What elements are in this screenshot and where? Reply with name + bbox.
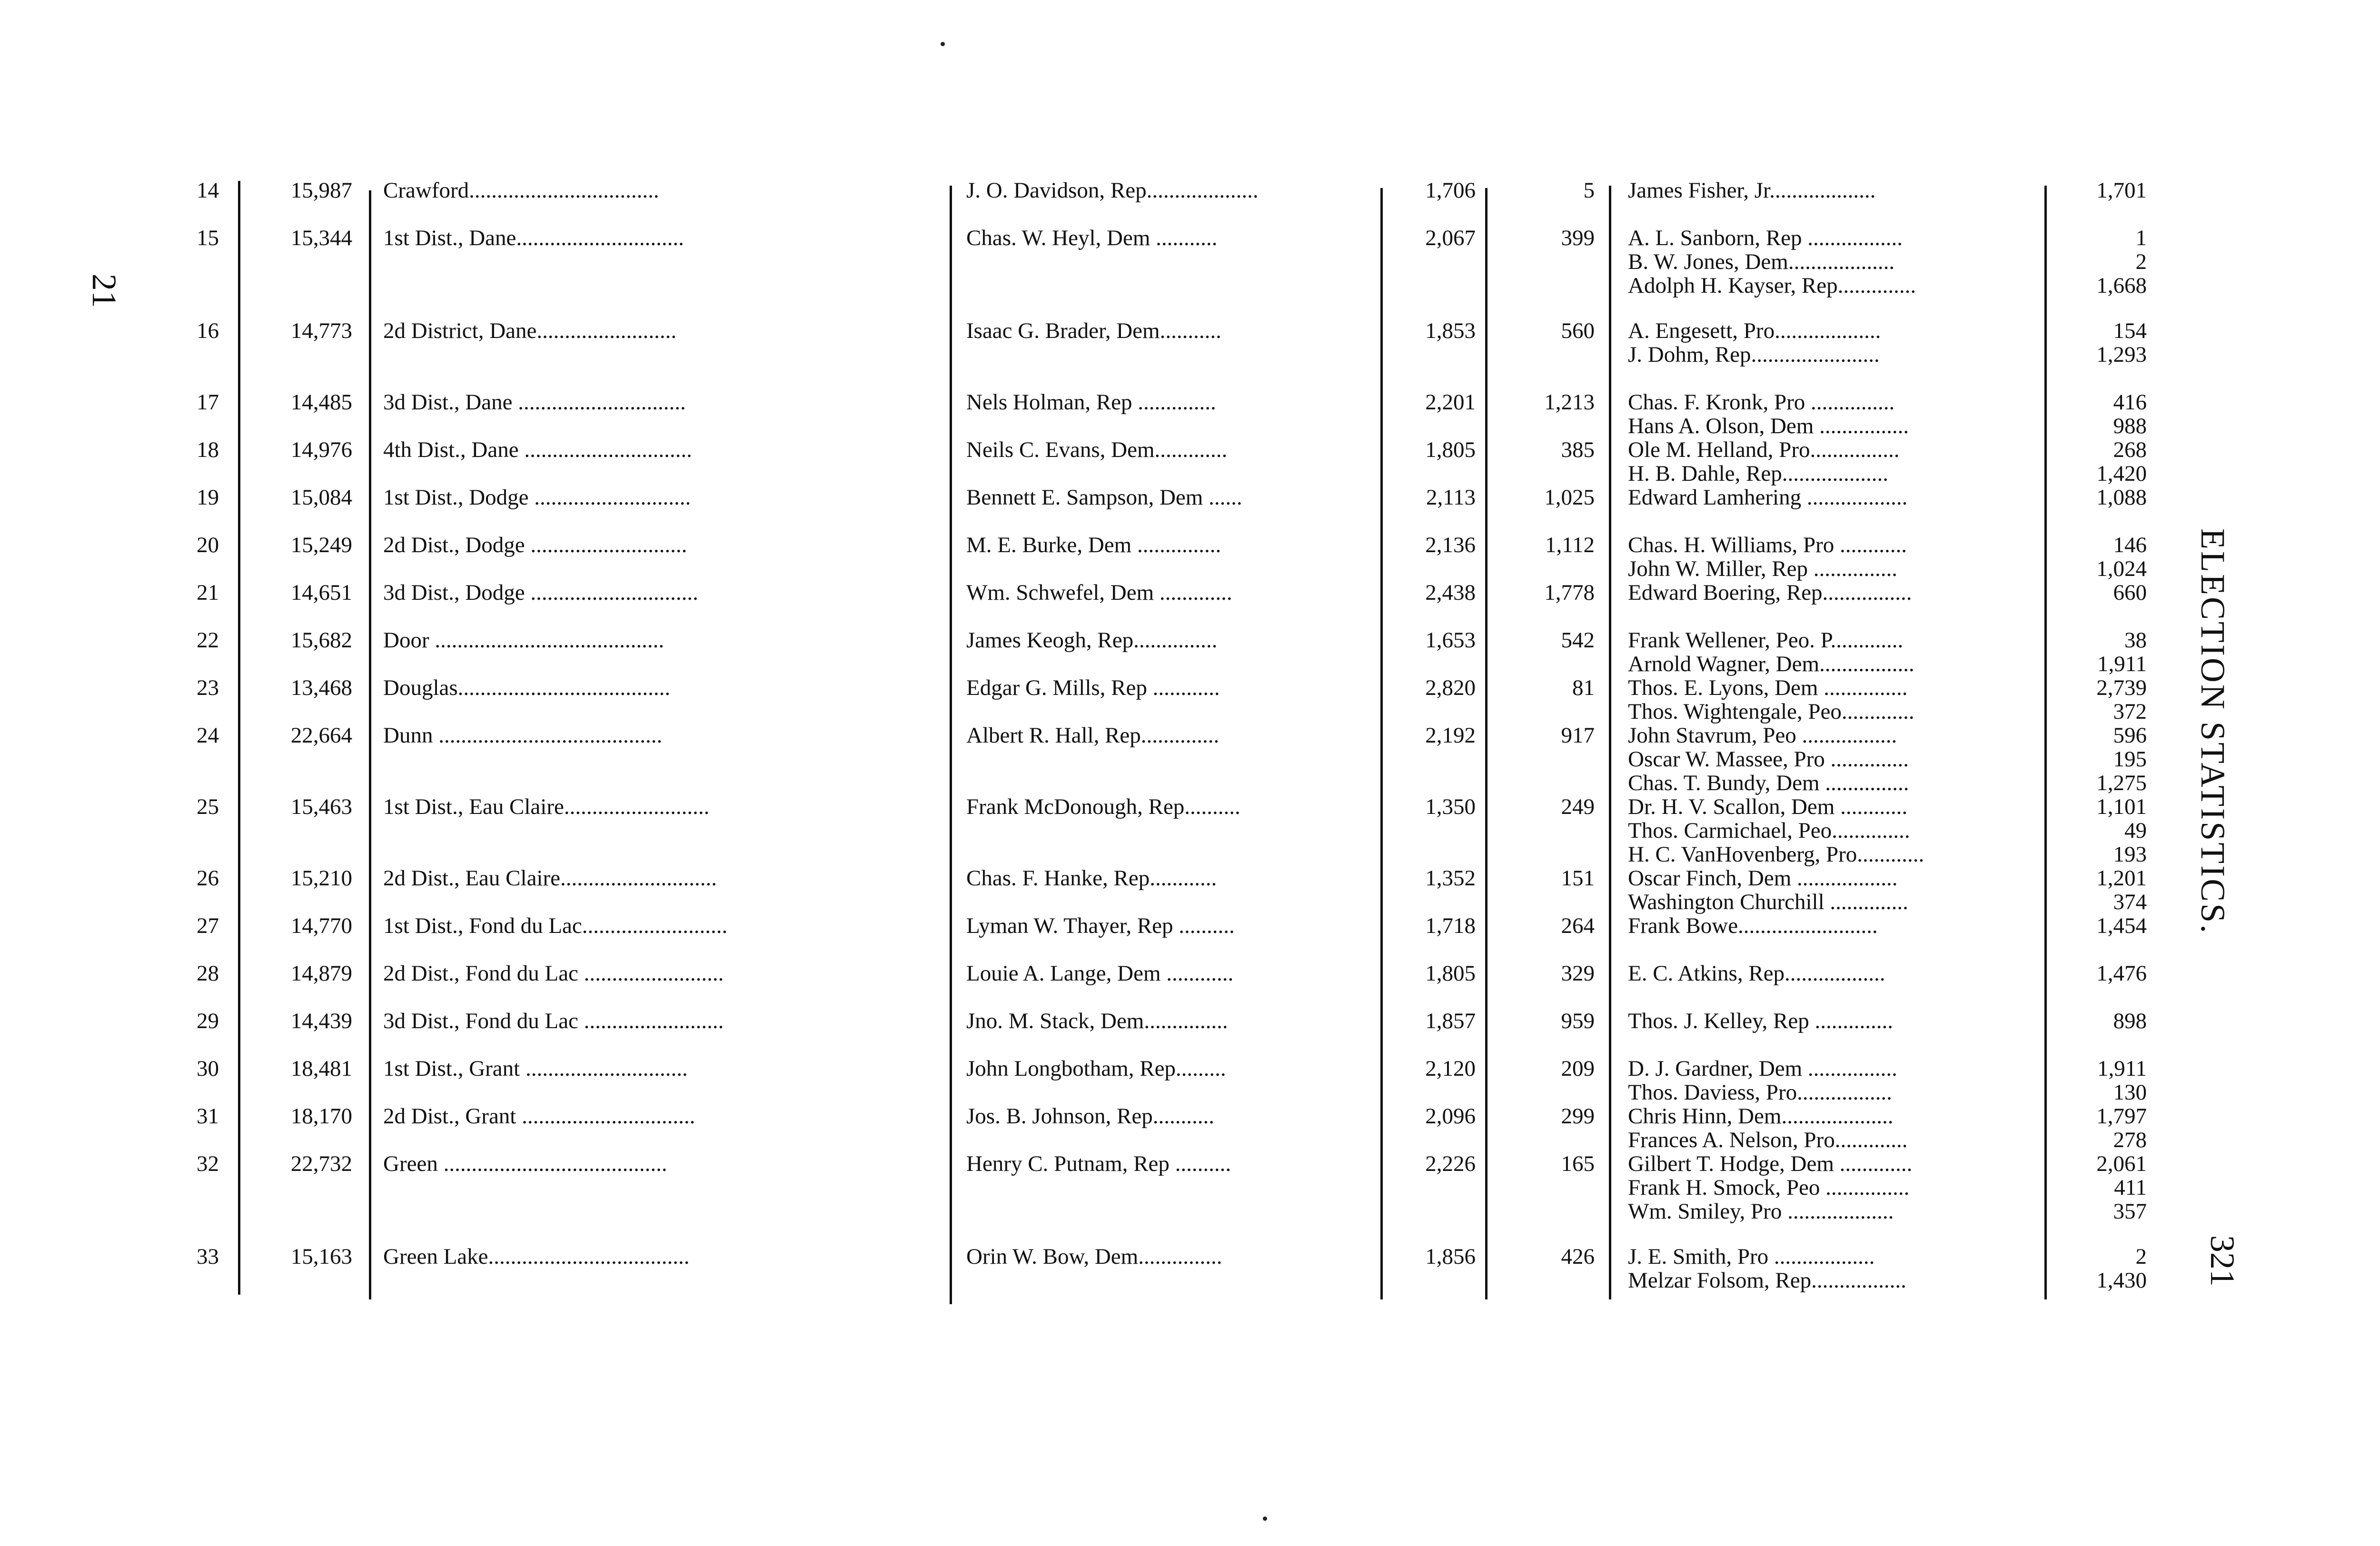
elected-member: Henry C. Putnam, Rep .......... [966, 1152, 1231, 1176]
member-votes: 2,226 [1425, 1151, 1476, 1176]
district-name: 1st Dist., Fond du Lac.......................... [383, 914, 728, 938]
plurality: 959 [1561, 1009, 1595, 1033]
opponent-name: Chas. H. Williams, Pro ............ [1628, 533, 1907, 557]
population: 15,344 [290, 226, 352, 250]
column-rule [1485, 188, 1488, 1299]
population: 15,210 [290, 866, 352, 891]
population: 15,163 [290, 1244, 352, 1269]
plurality: 209 [1561, 1056, 1595, 1081]
side-mark: 21 [85, 274, 123, 308]
opponent-name: J. Dohm, Rep....................... [1628, 343, 1880, 367]
district-number: 16 [197, 318, 219, 343]
plurality: 329 [1561, 961, 1595, 986]
opponent-name: Frank Wellener, Peo. P............. [1628, 628, 1904, 652]
opponent-name: B. W. Jones, Dem................... [1628, 250, 1895, 274]
opponent-name: D. J. Gardner, Dem ................ [1628, 1057, 1897, 1080]
opponent-name: Frank H. Smock, Peo ............... [1628, 1176, 1910, 1199]
opponent-votes: 411 [2114, 1175, 2147, 1200]
opponent-name: Edward Lamhering .................. [1628, 486, 1908, 509]
column-rule [950, 186, 952, 1304]
plurality: 264 [1561, 913, 1595, 938]
opponent-votes: 2,739 [2096, 675, 2147, 700]
population: 14,439 [290, 1009, 352, 1033]
opponent-votes: 988 [2113, 414, 2147, 438]
member-votes: 1,857 [1425, 1009, 1476, 1033]
opponent-votes: 596 [2113, 723, 2147, 748]
population: 15,249 [290, 533, 352, 557]
opponent-votes: 146 [2113, 533, 2147, 557]
opponent-votes: 2,061 [2096, 1151, 2147, 1176]
member-votes: 2,096 [1425, 1104, 1476, 1129]
opponent-name: Chris Hinn, Dem.................... [1628, 1104, 1894, 1128]
district-number: 33 [197, 1244, 219, 1269]
district-number: 31 [197, 1104, 219, 1129]
elected-member: Frank McDonough, Rep.......... [966, 795, 1240, 819]
opponent-votes: 372 [2113, 699, 2147, 724]
opponent-name: E. C. Atkins, Rep.................. [1628, 961, 1885, 985]
elected-member: Chas. F. Hanke, Rep............ [966, 866, 1217, 890]
opponent-votes: 357 [2113, 1199, 2147, 1224]
opponent-name: H. B. Dahle, Rep................... [1628, 462, 1888, 486]
population: 15,682 [290, 628, 352, 653]
opponent-votes: 38 [2124, 628, 2147, 653]
opponent-name: Washington Churchill .............. [1628, 890, 1908, 914]
opponent-name: Oscar W. Massee, Pro .............. [1628, 747, 1909, 771]
population: 18,170 [290, 1104, 352, 1129]
plurality: 5 [1583, 178, 1595, 203]
district-name: Green ........................................ [383, 1152, 667, 1176]
opponent-votes: 1 [2135, 226, 2147, 250]
elected-member: Isaac G. Brader, Dem........... [966, 319, 1221, 343]
population: 15,084 [290, 485, 352, 510]
member-votes: 1,853 [1425, 318, 1476, 343]
plurality: 1,778 [1544, 580, 1595, 605]
opponent-name: Chas. T. Bundy, Dem ............... [1628, 771, 1909, 795]
plurality: 249 [1561, 794, 1595, 819]
elected-member: Edgar G. Mills, Rep ............ [966, 676, 1220, 700]
elected-member: J. O. Davidson, Rep.................... [966, 178, 1259, 202]
member-votes: 1,352 [1425, 866, 1476, 891]
district-number: 18 [197, 437, 219, 462]
district-number: 23 [197, 675, 219, 700]
opponent-name: James Fisher, Jr................... [1628, 178, 1876, 202]
opponent-name: Hans A. Olson, Dem ................ [1628, 414, 1909, 438]
district-number: 30 [197, 1056, 219, 1081]
member-votes: 2,820 [1425, 675, 1476, 700]
elected-member: M. E. Burke, Dem ............... [966, 533, 1221, 557]
opponent-votes: 2 [2135, 1244, 2147, 1269]
district-name: 3d Dist., Dane .............................. [383, 390, 686, 414]
column-rule [369, 190, 371, 1299]
district-name: 1st Dist., Dodge ............................ [383, 486, 691, 509]
member-votes: 2,192 [1425, 723, 1476, 748]
opponent-name: Frances A. Nelson, Pro............. [1628, 1128, 1908, 1152]
opponent-votes: 130 [2113, 1080, 2147, 1105]
population: 14,879 [290, 961, 352, 986]
opponent-votes: 193 [2113, 842, 2147, 867]
opponent-name: Edward Boering, Rep................ [1628, 581, 1912, 605]
opponent-name: Thos. Wightengale, Peo............. [1628, 700, 1914, 723]
plurality: 1,213 [1544, 390, 1595, 415]
district-number: 21 [197, 580, 219, 605]
district-name: 2d Dist., Grant ............................... [383, 1104, 695, 1128]
district-name: 2d Dist., Eau Claire............................ [383, 866, 717, 890]
district-number: 22 [197, 628, 219, 653]
opponent-votes: 898 [2113, 1009, 2147, 1033]
district-name: 4th Dist., Dane .............................. [383, 438, 692, 462]
district-number: 15 [197, 226, 219, 250]
elected-member: Louie A. Lange, Dem ............ [966, 961, 1234, 985]
opponent-name: Gilbert T. Hodge, Dem ............. [1628, 1152, 1913, 1176]
opponent-name: H. C. VanHovenberg, Pro............ [1628, 842, 1924, 866]
elected-member: Neils C. Evans, Dem............. [966, 438, 1228, 462]
district-name: 2d Dist., Fond du Lac ......................... [383, 961, 724, 985]
member-votes: 1,805 [1425, 437, 1476, 462]
district-name: 1st Dist., Eau Claire.......................... [383, 795, 710, 819]
opponent-votes: 1,420 [2096, 461, 2147, 486]
district-name: Door ......................................... [383, 628, 664, 652]
district-number: 26 [197, 866, 219, 891]
opponent-name: Arnold Wagner, Dem................. [1628, 652, 1914, 676]
elected-member: Albert R. Hall, Rep.............. [966, 723, 1220, 747]
member-votes: 1,706 [1425, 178, 1476, 203]
district-name: 2d District, Dane......................... [383, 319, 677, 343]
population: 14,773 [290, 318, 352, 343]
opponent-name: Thos. J. Kelley, Rep .............. [1628, 1009, 1893, 1033]
district-number: 17 [197, 390, 219, 415]
population: 18,481 [290, 1056, 352, 1081]
district-name: Douglas...................................... [383, 676, 671, 700]
member-votes: 2,067 [1425, 226, 1476, 250]
population: 13,468 [290, 675, 352, 700]
district-name: Crawford.................................. [383, 178, 659, 202]
opponent-name: Thos. Daviess, Pro................. [1628, 1080, 1892, 1104]
opponent-votes: 1,201 [2096, 866, 2147, 891]
member-votes: 2,113 [1426, 485, 1476, 510]
plurality: 917 [1561, 723, 1595, 748]
district-number: 29 [197, 1009, 219, 1033]
district-number: 19 [197, 485, 219, 510]
district-name: Green Lake.................................... [383, 1245, 690, 1269]
column-rule [238, 181, 240, 1295]
district-name: 3d Dist., Dodge .............................. [383, 581, 698, 605]
opponent-votes: 1,275 [2096, 771, 2147, 795]
opponent-name: Melzar Folsom, Rep................. [1628, 1269, 1906, 1292]
opponent-name: Frank Bowe......................... [1628, 914, 1878, 938]
column-rule [1609, 186, 1611, 1299]
population: 14,770 [290, 913, 352, 938]
member-votes: 2,120 [1425, 1056, 1476, 1081]
plurality: 399 [1561, 226, 1595, 250]
district-name: 1st Dist., Dane.............................. [383, 226, 684, 250]
opponent-votes: 195 [2113, 747, 2147, 772]
plurality: 151 [1561, 866, 1595, 891]
opponent-votes: 1,701 [2096, 178, 2147, 203]
population: 22,664 [290, 723, 352, 748]
district-name: 3d Dist., Fond du Lac ......................... [383, 1009, 724, 1033]
opponent-name: J. E. Smith, Pro .................. [1628, 1245, 1875, 1269]
district-number: 25 [197, 794, 219, 819]
population: 14,976 [290, 437, 352, 462]
opponent-votes: 660 [2113, 580, 2147, 605]
opponent-votes: 416 [2113, 390, 2147, 415]
elected-member: Jos. B. Johnson, Rep........... [966, 1104, 1214, 1128]
district-number: 14 [197, 178, 219, 203]
opponent-name: Dr. H. V. Scallon, Dem ............ [1628, 795, 1908, 819]
running-title: ELECTION STATISTICS. [2194, 528, 2232, 935]
opponent-name: A. L. Sanborn, Rep ................. [1628, 226, 1903, 250]
elected-member: Wm. Schwefel, Dem ............. [966, 581, 1232, 605]
opponent-votes: 49 [2124, 818, 2147, 843]
opponent-name: Ole M. Helland, Pro................ [1628, 438, 1900, 462]
population: 15,987 [290, 178, 352, 203]
population: 14,651 [290, 580, 352, 605]
district-number: 24 [197, 723, 219, 748]
population: 14,485 [290, 390, 352, 415]
plurality: 426 [1561, 1244, 1595, 1269]
opponent-votes: 1,293 [2096, 342, 2147, 367]
member-votes: 1,653 [1425, 628, 1476, 653]
plurality: 542 [1561, 628, 1595, 653]
opponent-name: Thos. Carmichael, Peo.............. [1628, 819, 1910, 842]
member-votes: 1,350 [1425, 794, 1476, 819]
district-number: 28 [197, 961, 219, 986]
member-votes: 2,438 [1425, 580, 1476, 605]
elected-member: Lyman W. Thayer, Rep .......... [966, 914, 1235, 938]
opponent-votes: 1,476 [2096, 961, 2147, 986]
population: 22,732 [290, 1151, 352, 1176]
opponent-votes: 374 [2113, 890, 2147, 914]
elected-member: Nels Holman, Rep .............. [966, 390, 1216, 414]
elected-member: James Keogh, Rep............... [966, 628, 1218, 652]
opponent-name: Thos. E. Lyons, Dem ............... [1628, 676, 1908, 700]
member-votes: 2,136 [1425, 533, 1476, 557]
opponent-votes: 1,797 [2096, 1104, 2147, 1129]
population: 15,463 [290, 794, 352, 819]
opponent-votes: 1,668 [2096, 273, 2147, 298]
district-name: 1st Dist., Grant ............................. [383, 1057, 688, 1080]
member-votes: 1,805 [1425, 961, 1476, 986]
opponent-votes: 2 [2135, 249, 2147, 274]
opponent-name: A. Engesett, Pro................... [1628, 319, 1881, 343]
opponent-votes: 1,911 [2097, 652, 2147, 676]
plurality: 1,025 [1544, 485, 1595, 510]
opponent-votes: 1,911 [2097, 1056, 2147, 1081]
opponent-votes: 278 [2113, 1128, 2147, 1152]
column-rule [2044, 186, 2047, 1299]
page-number: 321 [2203, 1235, 2241, 1287]
district-number: 20 [197, 533, 219, 557]
opponent-votes: 1,454 [2096, 913, 2147, 938]
plurality: 299 [1561, 1104, 1595, 1129]
opponent-votes: 1,430 [2096, 1268, 2147, 1293]
plurality: 165 [1561, 1151, 1595, 1176]
elected-member: John Longbotham, Rep......... [966, 1057, 1226, 1080]
opponent-votes: 1,088 [2096, 485, 2147, 510]
district-number: 27 [197, 913, 219, 938]
district-number: 32 [197, 1151, 219, 1176]
plurality: 1,112 [1545, 533, 1595, 557]
print-speck [1263, 1516, 1267, 1521]
opponent-votes: 1,024 [2096, 556, 2147, 581]
elected-member: Orin W. Bow, Dem............... [966, 1245, 1222, 1269]
opponent-name: Chas. F. Kronk, Pro ............... [1628, 390, 1895, 414]
print-speck [941, 42, 945, 46]
opponent-name: Wm. Smiley, Pro ................... [1628, 1199, 1894, 1223]
opponent-votes: 268 [2113, 437, 2147, 462]
member-votes: 1,856 [1425, 1244, 1476, 1269]
plurality: 385 [1561, 437, 1595, 462]
elected-member: Jno. M. Stack, Dem............... [966, 1009, 1228, 1033]
plurality: 81 [1572, 675, 1595, 700]
elected-member: Chas. W. Heyl, Dem ........... [966, 226, 1218, 250]
opponent-votes: 1,101 [2096, 794, 2147, 819]
opponent-name: John W. Miller, Rep ............... [1628, 557, 1898, 581]
elected-member: Bennett E. Sampson, Dem ...... [966, 486, 1242, 509]
column-rule [1380, 188, 1383, 1299]
opponent-name: Oscar Finch, Dem .................. [1628, 866, 1898, 890]
district-name: 2d Dist., Dodge ............................ [383, 533, 687, 557]
district-name: Dunn ........................................ [383, 723, 663, 747]
member-votes: 2,201 [1425, 390, 1476, 415]
opponent-name: John Stavrum, Peo ................. [1628, 723, 1897, 747]
opponent-votes: 154 [2113, 318, 2147, 343]
plurality: 560 [1561, 318, 1595, 343]
member-votes: 1,718 [1425, 913, 1476, 938]
opponent-name: Adolph H. Kayser, Rep.............. [1628, 274, 1916, 297]
